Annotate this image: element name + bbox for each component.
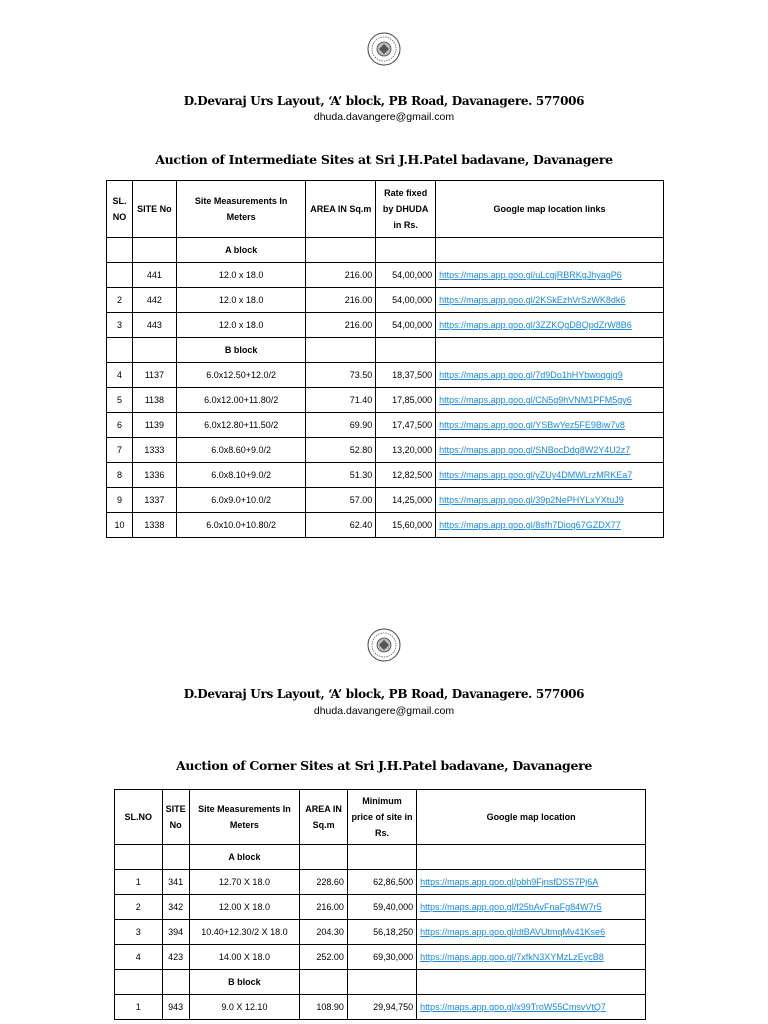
sl-no-cell: 10 — [107, 513, 133, 538]
site-no-cell: 1338 — [132, 513, 176, 538]
price-cell: 12,82,500 — [376, 463, 436, 488]
site-no-cell: 442 — [132, 288, 176, 313]
table-row — [107, 413, 664, 438]
site-no-cell: 1333 — [132, 438, 176, 463]
empty-cell — [300, 845, 348, 870]
measurement-cell: 14.00 X 18.0 — [189, 945, 300, 970]
price-cell: 54,00,000 — [376, 313, 436, 338]
header-area: AREA IN Sq.m — [300, 790, 348, 845]
area-cell: 108.90 — [300, 995, 348, 1020]
header-map-link: Google map location — [417, 790, 646, 845]
measurement-cell: 12.0 x 18.0 — [176, 313, 306, 338]
site-no-cell: 1336 — [132, 463, 176, 488]
map-link[interactable]: https://maps.app.goo.gl/x99TroW55CmsvVtQ7 — [417, 995, 646, 1020]
price-cell: 54,00,000 — [376, 288, 436, 313]
empty-cell — [376, 238, 436, 263]
office-address: D.Devaraj Urs Layout, ‘A’ block, PB Road, Davanagere. 577006 — [183, 94, 585, 108]
block-row — [115, 845, 646, 870]
site-no-cell: 1137 — [132, 363, 176, 388]
price-cell: 54,00,000 — [376, 263, 436, 288]
sl-no-cell: 1 — [115, 870, 163, 895]
table-row — [107, 288, 664, 313]
block-label: B block — [176, 338, 306, 363]
map-link[interactable]: https://maps.app.goo.gl/8sfh7Dioq67GZDX77 — [436, 513, 664, 538]
area-cell: 204.30 — [300, 920, 348, 945]
dhuda-seal-icon — [367, 32, 401, 66]
sl-no-cell: 5 — [107, 388, 133, 413]
office-email: dhuda.davangere@gmail.com — [313, 111, 455, 123]
price-cell: 29,94,750 — [347, 995, 416, 1020]
measurement-cell: 12.70 X 18.0 — [189, 870, 300, 895]
measurement-cell: 10.40+12.30/2 X 18.0 — [189, 920, 300, 945]
header-rate: Rate fixed by DHUDA in Rs. — [376, 181, 436, 238]
table-row — [107, 363, 664, 388]
table-row — [107, 438, 664, 463]
site-no-cell: 441 — [132, 263, 176, 288]
header-area: AREA IN Sq.m — [306, 181, 376, 238]
measurement-cell: 6.0x9.0+10.0/2 — [176, 488, 306, 513]
sl-no-cell — [107, 263, 133, 288]
site-no-cell: 1138 — [132, 388, 176, 413]
table-header-row — [115, 790, 646, 845]
table-row — [115, 945, 646, 970]
area-cell: 228.60 — [300, 870, 348, 895]
sl-no-cell: 9 — [107, 488, 133, 513]
header-slno: SL. NO — [107, 181, 133, 238]
measurement-cell: 6.0x12.50+12.0/2 — [176, 363, 306, 388]
corner-sites-title: Auction of Corner Sites at Sri J.H.Patel badavane, Davanagere — [175, 758, 593, 773]
measurement-cell: 6.0x12.80+11.50/2 — [176, 413, 306, 438]
measurement-cell: 6.0x8.60+9.0/2 — [176, 438, 306, 463]
measurement-cell: 12.00 X 18.0 — [189, 895, 300, 920]
header-measurements: Site Measurements In Meters — [176, 181, 306, 238]
map-link[interactable]: https://maps.app.goo.gl/CN5g9hVNM1PFM5gy6 — [436, 388, 664, 413]
map-link[interactable]: https://maps.app.goo.gl/SNBocDdg8W2Y4U2z7 — [436, 438, 664, 463]
empty-cell — [417, 970, 646, 995]
block-label: B block — [189, 970, 300, 995]
empty-cell — [417, 845, 646, 870]
sl-no-cell: 7 — [107, 438, 133, 463]
empty-cell — [132, 338, 176, 363]
price-cell: 15,60,000 — [376, 513, 436, 538]
site-no-cell: 943 — [162, 995, 189, 1020]
sl-no-cell: 1 — [115, 995, 163, 1020]
empty-cell — [115, 845, 163, 870]
table-row — [107, 263, 664, 288]
area-cell: 71.40 — [306, 388, 376, 413]
price-cell: 18,37,500 — [376, 363, 436, 388]
table-row — [115, 995, 646, 1020]
sl-no-cell: 4 — [107, 363, 133, 388]
sl-no-cell: 8 — [107, 463, 133, 488]
table-row — [115, 895, 646, 920]
empty-cell — [300, 970, 348, 995]
price-cell: 69,30,000 — [347, 945, 416, 970]
header-site-no: SITE No — [132, 181, 176, 238]
table-row — [107, 513, 664, 538]
measurement-cell: 6.0x10.0+10.80/2 — [176, 513, 306, 538]
sl-no-cell: 6 — [107, 413, 133, 438]
header-map-link: Google map location links — [436, 181, 664, 238]
price-cell: 17,47,500 — [376, 413, 436, 438]
map-link[interactable]: https://maps.app.goo.gl/3ZZKQgDBQpdZrW8B6 — [436, 313, 664, 338]
intermediate-sites-table — [106, 180, 664, 538]
empty-cell — [107, 338, 133, 363]
price-cell: 56,18,250 — [347, 920, 416, 945]
table-row — [107, 313, 664, 338]
empty-cell — [162, 845, 189, 870]
empty-cell — [306, 338, 376, 363]
area-cell: 57.00 — [306, 488, 376, 513]
sl-no-cell: 2 — [115, 895, 163, 920]
area-cell: 252.00 — [300, 945, 348, 970]
site-no-cell: 443 — [132, 313, 176, 338]
site-no-cell: 1139 — [132, 413, 176, 438]
map-link[interactable]: https://maps.app.goo.gl/uLcgjRBRKgJhyagP6 — [436, 263, 664, 288]
empty-cell — [107, 238, 133, 263]
block-row — [115, 970, 646, 995]
map-link[interactable]: https://maps.app.goo.gl/yZUy4DMWLrzMRKEa7 — [436, 463, 664, 488]
map-link[interactable]: https://maps.app.goo.gl/pbh9FjnsfDSS7Pj6A — [417, 870, 646, 895]
office-email: dhuda.davangere@gmail.com — [313, 705, 455, 717]
sl-no-cell: 4 — [115, 945, 163, 970]
table-row — [107, 488, 664, 513]
sl-no-cell: 3 — [115, 920, 163, 945]
header-rate: Minimum price of site in Rs. — [347, 790, 416, 845]
header-slno: SL.NO — [115, 790, 163, 845]
map-link[interactable]: https://maps.app.goo.gl/YSBwYez5FE9Biw7v8 — [436, 413, 664, 438]
empty-cell — [347, 845, 416, 870]
area-cell: 73.50 — [306, 363, 376, 388]
map-link[interactable]: https://maps.app.goo.gl/2KSkEzhVrSzWK8dk6 — [436, 288, 664, 313]
office-address: D.Devaraj Urs Layout, ‘A’ block, PB Road, Davanagere. 577006 — [183, 687, 585, 701]
map-link[interactable]: https://maps.app.goo.gl/7d9Do1hHYbwoqgjg9 — [436, 363, 664, 388]
corner-sites-table — [114, 789, 646, 1020]
measurement-cell: 9.0 X 12.10 — [189, 995, 300, 1020]
site-no-cell: 341 — [162, 870, 189, 895]
price-cell: 62,86,500 — [347, 870, 416, 895]
empty-cell — [347, 970, 416, 995]
empty-cell — [306, 238, 376, 263]
area-cell: 216.00 — [306, 288, 376, 313]
site-no-cell: 342 — [162, 895, 189, 920]
intermediate-sites-title: Auction of Intermediate Sites at Sri J.H.Patel badavane, Davanagere — [155, 152, 613, 167]
empty-cell — [162, 970, 189, 995]
map-link[interactable]: https://maps.app.goo.gl/39p2NePHYLxYXtuJ9 — [436, 488, 664, 513]
block-label: A block — [176, 238, 306, 263]
table-row — [115, 870, 646, 895]
sl-no-cell: 3 — [107, 313, 133, 338]
block-row — [107, 238, 664, 263]
header-measurements: Site Measurements In Meters — [189, 790, 300, 845]
block-row — [107, 338, 664, 363]
map-link[interactable]: https://maps.app.goo.gl/f25bAvFnaFg84W7r5 — [417, 895, 646, 920]
empty-cell — [436, 338, 664, 363]
site-no-cell: 1337 — [132, 488, 176, 513]
table-row — [115, 920, 646, 945]
empty-cell — [132, 238, 176, 263]
area-cell: 62.40 — [306, 513, 376, 538]
price-cell: 17,85,000 — [376, 388, 436, 413]
block-label: A block — [189, 845, 300, 870]
area-cell: 216.00 — [306, 313, 376, 338]
dhuda-seal-icon — [367, 628, 401, 662]
area-cell: 69.90 — [306, 413, 376, 438]
measurement-cell: 6.0x8.10+9.0/2 — [176, 463, 306, 488]
area-cell: 216.00 — [306, 263, 376, 288]
empty-cell — [115, 970, 163, 995]
site-no-cell: 394 — [162, 920, 189, 945]
table-header-row — [107, 181, 664, 238]
empty-cell — [376, 338, 436, 363]
price-cell: 14,25,000 — [376, 488, 436, 513]
measurement-cell: 12.0 x 18.0 — [176, 288, 306, 313]
table-row — [107, 388, 664, 413]
price-cell: 59,40,000 — [347, 895, 416, 920]
measurement-cell: 12.0 x 18.0 — [176, 263, 306, 288]
site-no-cell: 423 — [162, 945, 189, 970]
measurement-cell: 6.0x12.00+11.80/2 — [176, 388, 306, 413]
area-cell: 216.00 — [300, 895, 348, 920]
table-row — [107, 463, 664, 488]
map-link[interactable]: https://maps.app.goo.gl/7xfkN3XYMzLzEycB8 — [417, 945, 646, 970]
price-cell: 13,20,000 — [376, 438, 436, 463]
header-site-no: SITE No — [162, 790, 189, 845]
sl-no-cell: 2 — [107, 288, 133, 313]
map-link[interactable]: https://maps.app.goo.gl/dtBAVUtmqMv41Kse6 — [417, 920, 646, 945]
empty-cell — [436, 238, 664, 263]
area-cell: 52.80 — [306, 438, 376, 463]
area-cell: 51.30 — [306, 463, 376, 488]
